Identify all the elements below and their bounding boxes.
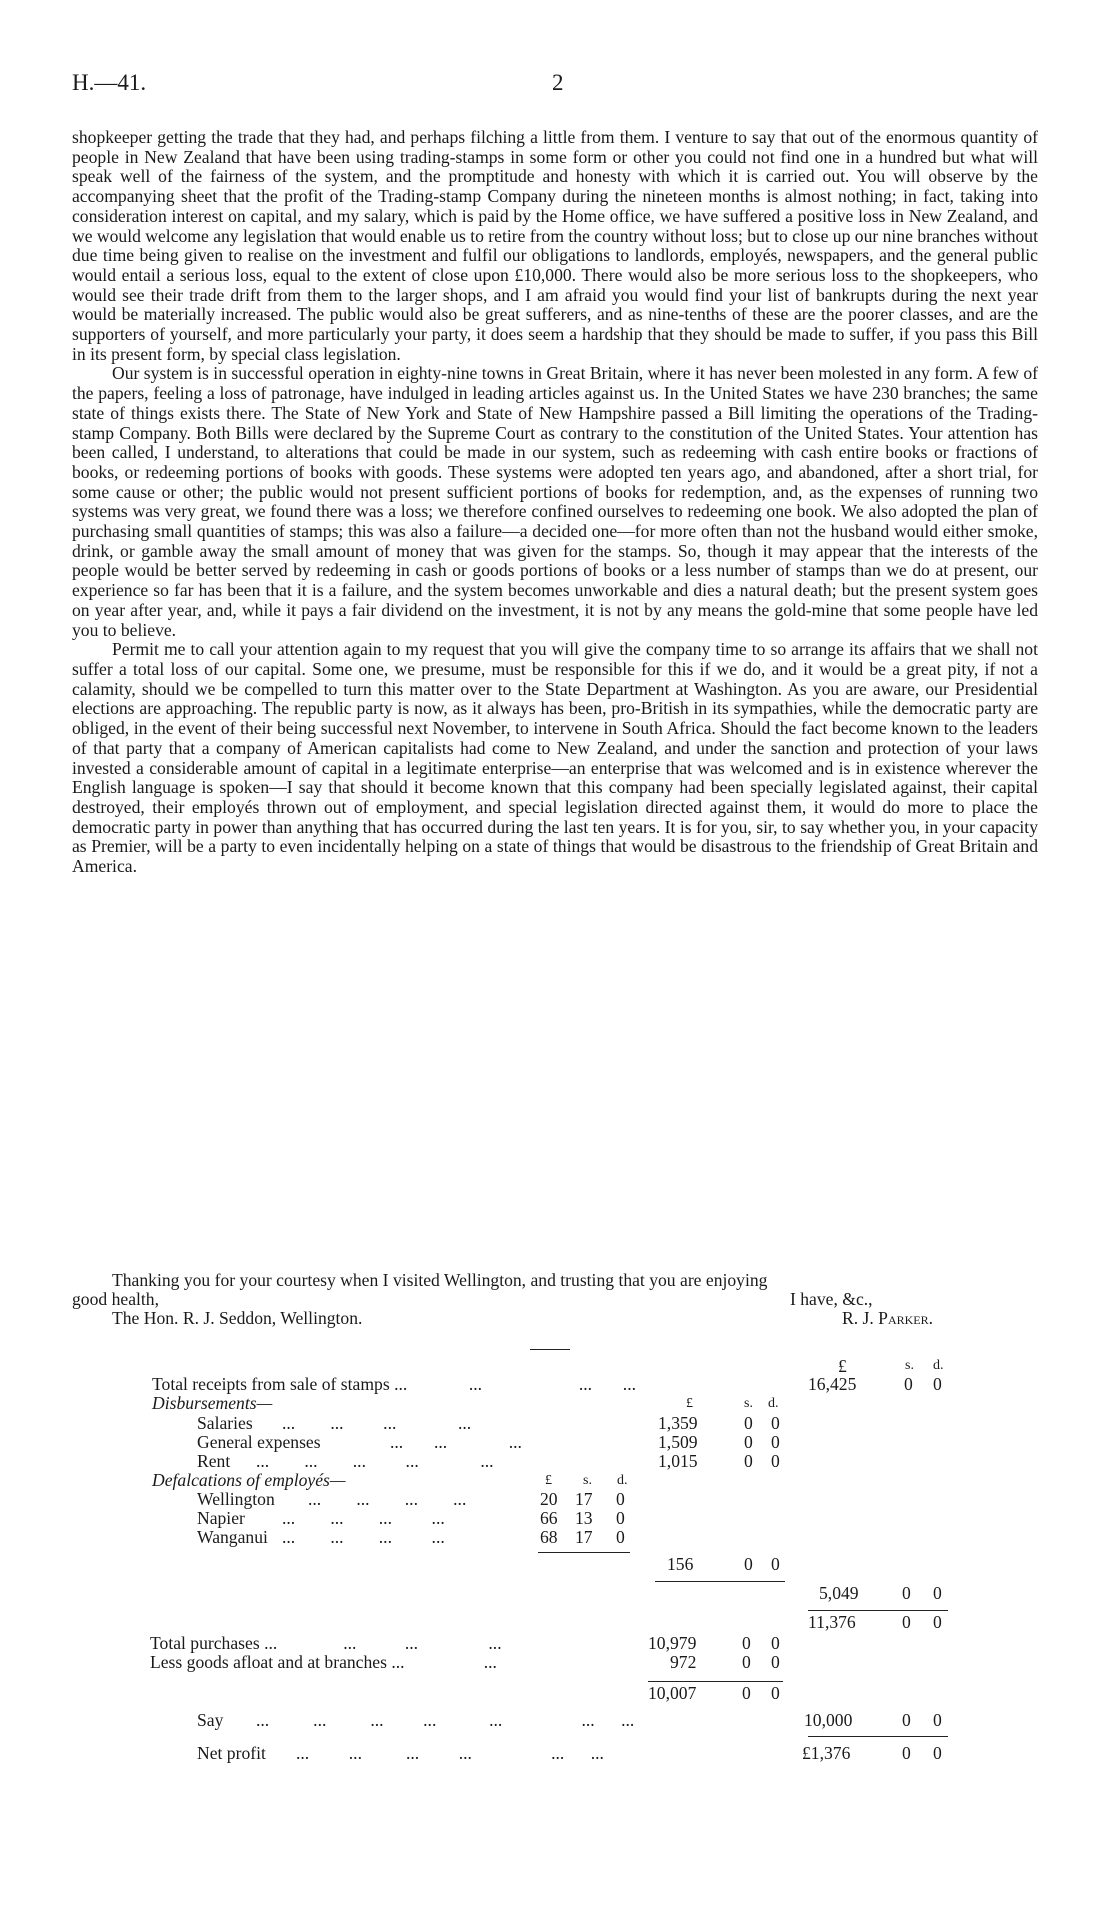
general-expenses-pounds: 1,509 xyxy=(658,1432,698,1452)
wanganui-pounds: 68 xyxy=(540,1527,558,1547)
disbursements-total-d: 0 xyxy=(933,1583,942,1603)
rent-label: Rent xyxy=(197,1451,231,1471)
napier-pounds: 66 xyxy=(540,1508,558,1528)
wellington-label: Wellington xyxy=(197,1489,275,1509)
page-header xyxy=(72,70,1032,100)
general-expenses-s: 0 xyxy=(744,1432,753,1452)
header-pound: £ xyxy=(838,1356,847,1376)
say-d: 0 xyxy=(933,1710,942,1730)
disbursements-rule xyxy=(655,1581,785,1582)
net-profit-label: Net profit xyxy=(197,1743,266,1763)
letter-closing xyxy=(72,1271,1038,1341)
paragraph-2: Our system is in successful operation in eighty-nine towns in Great Britain, where it has never been molested in any form. A few of the papers, feeling a loss of patronage, have indulged in leading articles against us. In the United States we have 230 branches; the same state of things exists there. The State of New York and State of New Hampshire passed a Bill limiting the operations of the Trading-stamp Company. Both Bills were declared by the Supreme Court as contrary to the constitution of the United States. Your attention has been called, I understand, to alterations that could be made in our system, such as redeeming with cash entire books or fractions of books, or redeeming portions of books with goods. These systems were adopted ten years ago, and abandoned, after a short trial, for some cause or other; the public would not present sufficient portions of books for redemption, and, as the expenses of running two systems was very great, we found there was a loss; we therefore confined ourselves to redeeming one book. We also adopted the plan of purchasing small quantities of stamps; this was also a failure—a decided one—for more often than not the husband would either smoke, drink, or gamble away the small amount of money that was given for the stamps. So, though it may appear that the interests of the people would be better served by redeeming in cash or goods portions of books or a less number of stamps than we do at present, our experience so far has been that it is a failure, and the system becomes unworkable and dies a natural death; but the present system goes on year after year, and, while it pays a fair dividend on the investment, it is not by any means the gold-mine that some people have led you to believe. xyxy=(72,363,1038,640)
purchases-net-d: 0 xyxy=(771,1683,780,1703)
addressee: The Hon. R. J. Seddon, Wellington. xyxy=(112,1308,363,1328)
disbursements-label: Disbursements— xyxy=(152,1393,273,1413)
defal-header-pound: £ xyxy=(545,1473,552,1488)
header-shilling: s. xyxy=(905,1358,914,1373)
salaries-label: Salaries xyxy=(197,1413,253,1433)
wanganui-d: 0 xyxy=(616,1527,625,1547)
document-reference: H.—41. xyxy=(72,70,147,95)
napier-d: 0 xyxy=(616,1508,625,1528)
less-goods-s: 0 xyxy=(742,1652,751,1672)
say-s: 0 xyxy=(902,1710,911,1730)
rent-s: 0 xyxy=(744,1451,753,1471)
closing-i-have: I have, &c., xyxy=(790,1289,873,1309)
salaries-s: 0 xyxy=(744,1413,753,1433)
napier-label: Napier xyxy=(197,1508,245,1528)
page-number: 2 xyxy=(552,70,564,95)
salaries-d: 0 xyxy=(771,1413,780,1433)
defalcations-rule xyxy=(538,1552,630,1553)
purchases-net-s: 0 xyxy=(742,1683,751,1703)
closing-thanks: Thanking you for your courtesy when I visited Wellington, and trusting that you are enjoying xyxy=(112,1270,768,1290)
balance-rule xyxy=(808,1610,948,1611)
general-expenses-d: 0 xyxy=(771,1432,780,1452)
general-expenses-label: General expenses xyxy=(197,1432,321,1452)
less-goods-d: 0 xyxy=(771,1652,780,1672)
balance-s: 0 xyxy=(902,1612,911,1632)
purchases-net-pounds: 10,007 xyxy=(648,1683,697,1703)
disbursements-total-pounds: 5,049 xyxy=(819,1583,859,1603)
defalcations-total-pounds: 156 xyxy=(667,1554,694,1574)
signature: R. J. Parker. xyxy=(842,1308,934,1328)
wellington-s: 17 xyxy=(575,1489,593,1509)
net-profit-pounds: £1,376 xyxy=(802,1743,851,1763)
total-receipts-s: 0 xyxy=(904,1374,913,1394)
letter-body xyxy=(72,128,1038,877)
rent-d: 0 xyxy=(771,1451,780,1471)
total-purchases-pounds: 10,979 xyxy=(648,1633,697,1653)
net-profit-s: 0 xyxy=(902,1743,911,1763)
balance-pounds: 11,376 xyxy=(808,1612,856,1632)
net-profit-d: 0 xyxy=(933,1743,942,1763)
header-pence: d. xyxy=(933,1358,944,1373)
say-pounds: 10,000 xyxy=(804,1710,853,1730)
wanganui-label: Wanganui xyxy=(197,1527,268,1547)
defal-header-shilling: s. xyxy=(583,1473,592,1488)
disb-header-pence: d. xyxy=(768,1396,779,1411)
napier-s: 13 xyxy=(575,1508,593,1528)
defalcations-label: Defalcations of employés— xyxy=(152,1470,346,1490)
wellington-pounds: 20 xyxy=(540,1489,558,1509)
salaries-pounds: 1,359 xyxy=(658,1413,698,1433)
say-label: Say xyxy=(197,1710,224,1730)
total-receipts-label: Total receipts from sale of stamps ... ... ... ... xyxy=(152,1374,636,1394)
paragraph-3: Permit me to call your attention again to my request that you will give the company time to so arrange its affairs that we shall not suffer a total loss of our capital. Some one, we presume, must be responsible for this if we do, and it would be a great pity, if not a calamity, should we be compelled to turn this matter over to the State Department at Washington. As you are aware, our Presidential elections are approaching. The republic party is now, as it always has been, pro-British in its sympathies, while the democratic party are obliged, in the event of their being successful next November, to intervene in South Africa. Should the fact become known to the leaders of that party that a company of American capitalists had come to New Zealand, and under the sanction and protection of your laws invested a considerable amount of capital in a legitimate enterprise—an enterprise that was welcomed and is in existence wherever the English language is spoken—I say that should it become known that this company had been specially legislated against, their capital destroyed, their employés thrown out of employment, and special legislation directed against them, it would do more to place the democratic party in power than anything that has occurred during the last ten years. It is for you, sir, to say whether you, in your capacity as Premier, will be a party to even incidentally helping on a state of things that would be disastrous to the friendship of Great Britain and America. xyxy=(72,639,1038,877)
defalcations-total-d: 0 xyxy=(771,1554,780,1574)
total-receipts-pounds: 16,425 xyxy=(808,1374,857,1394)
defal-header-pence: d. xyxy=(617,1473,628,1488)
disb-header-shilling: s. xyxy=(744,1396,753,1411)
wanganui-s: 17 xyxy=(575,1527,593,1547)
defalcations-total-s: 0 xyxy=(744,1554,753,1574)
total-purchases-label: Total purchases ... ... ... ... xyxy=(150,1633,502,1653)
paragraph-1: shopkeeper getting the trade that they had, and perhaps filching a little from them. I venture to say that out of the enormous quantity of people in New Zealand that have been using trading-stamps in some form or other you could not find one in a hundred but what will speak well of the fairness of the system, and the promptitude and honesty with which it is carried out. You will observe by the accompanying sheet that the profit of the Trading-stamp Company during the nineteen months is almost nothing; in fact, taking into consideration interest on capital, and my salary, which is paid by the Home office, we have suffered a positive loss in New Zealand, and we would welcome any legislation that would enable us to retire from the country without loss; but to close up our nine branches without due time being given to realise on the investment and fulfil our obligations to landlords, employés, newspapers, and the general public would entail a serious loss, equal to the extent of close upon £10,000. There would also be more serious loss to the shopkeepers, who would see their trade drift from them to the larger shops, and I am afraid you would find your list of bankrupts during the next year would be materially increased. The public would also be great sufferers, and as nine-tenths of these are the poorer classes, and are the supporters of yourself, and more particularly your party, it does seem a hardship that they should be made to suffer, if you pass this Bill in its present form, by special class legislation. xyxy=(72,127,1038,364)
wellington-d: 0 xyxy=(616,1489,625,1509)
account-statement: £ s. d. Total receipts from sale of stamps ... ... ... ... 16,425 0 0 Disbursements— £ s. d. Salaries ... ... ... ... 1,359 0 0 General expenses ... ... ... 1,509 0 0 Rent ... ... ... ... ... 1,015 0 0 Defalcations of employés— £ s. d. Wellington ... ... ... ... 20 17 0 Napier ... ... ... ... 66 13 0 Wanganui ... ... ... ... 68 17 0 156 0 0 5,049 0 0 11,376 0 0 Total purchases ... ... ... ... 10,979 0 0 Less goods afloat and at branches ... ... 972 0 0 10,007 0 0 Say ... ... ... ... ... ... ... 10,000 0 0 Net profit ... ... ... ... ... ... £1,376 0 0 xyxy=(0,1356,1114,1856)
disb-header-pound: £ xyxy=(686,1396,693,1411)
less-goods-label: Less goods afloat and at branches ... ... xyxy=(150,1652,497,1672)
purchases-rule xyxy=(648,1681,783,1682)
total-purchases-s: 0 xyxy=(742,1633,751,1653)
disbursements-total-s: 0 xyxy=(902,1583,911,1603)
rent-pounds: 1,015 xyxy=(658,1451,698,1471)
separator-rule xyxy=(530,1349,570,1350)
closing-health: good health, xyxy=(72,1289,159,1309)
balance-d: 0 xyxy=(933,1612,942,1632)
less-goods-pounds: 972 xyxy=(670,1652,697,1672)
total-purchases-d: 0 xyxy=(771,1633,780,1653)
net-profit-rule xyxy=(808,1736,948,1737)
total-receipts-d: 0 xyxy=(933,1374,942,1394)
